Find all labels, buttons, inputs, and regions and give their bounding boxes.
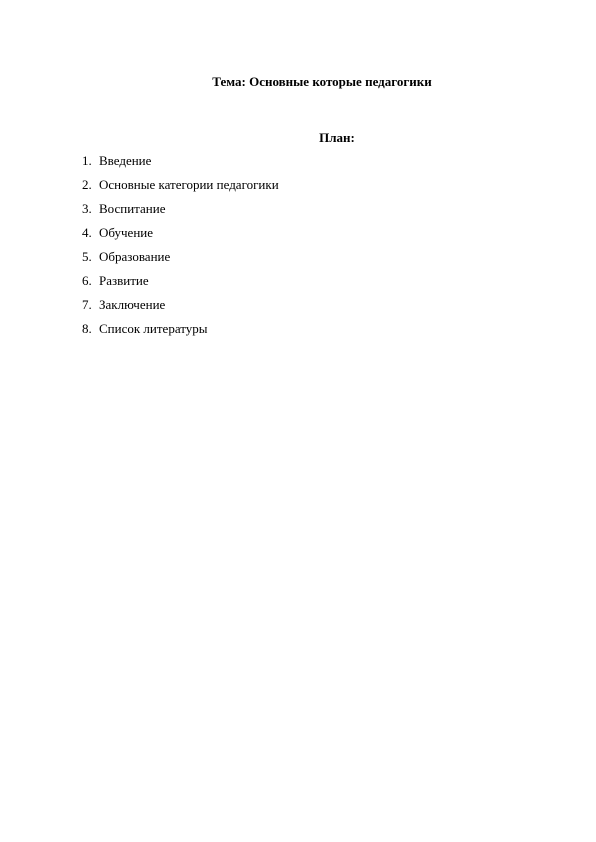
list-item: [82, 154, 279, 178]
list-item-text: Обучение: [99, 225, 153, 240]
list-item-text: Список литературы: [99, 321, 208, 336]
list-item-number: 3.: [82, 201, 92, 216]
list-item: [82, 298, 279, 322]
list-item-text: Заключение: [99, 297, 166, 312]
list-item-text: Введение: [99, 153, 152, 168]
list-item: [82, 178, 279, 202]
plan-heading: План:: [319, 130, 355, 145]
list-item-text: Образование: [99, 249, 171, 264]
list-item: [82, 322, 279, 346]
list-item-number: 4.: [82, 225, 92, 240]
list-item-number: 2.: [82, 177, 92, 192]
list-item: [82, 202, 279, 226]
list-item-number: 7.: [82, 297, 92, 312]
list-item-number: 1.: [82, 153, 92, 168]
list-item: [82, 274, 279, 298]
list-item-number: 6.: [82, 273, 92, 288]
plan-list: [82, 154, 279, 346]
list-item-text: Основные категории педагогики: [99, 177, 279, 192]
list-item-text: Воспитание: [99, 201, 166, 216]
list-item: [82, 250, 279, 274]
page-title: Тема: Основные которые педагогики: [212, 74, 432, 89]
list-item-text: Развитие: [99, 273, 149, 288]
list-item-number: 8.: [82, 321, 92, 336]
list-item: [82, 226, 279, 250]
list-item-number: 5.: [82, 249, 92, 264]
